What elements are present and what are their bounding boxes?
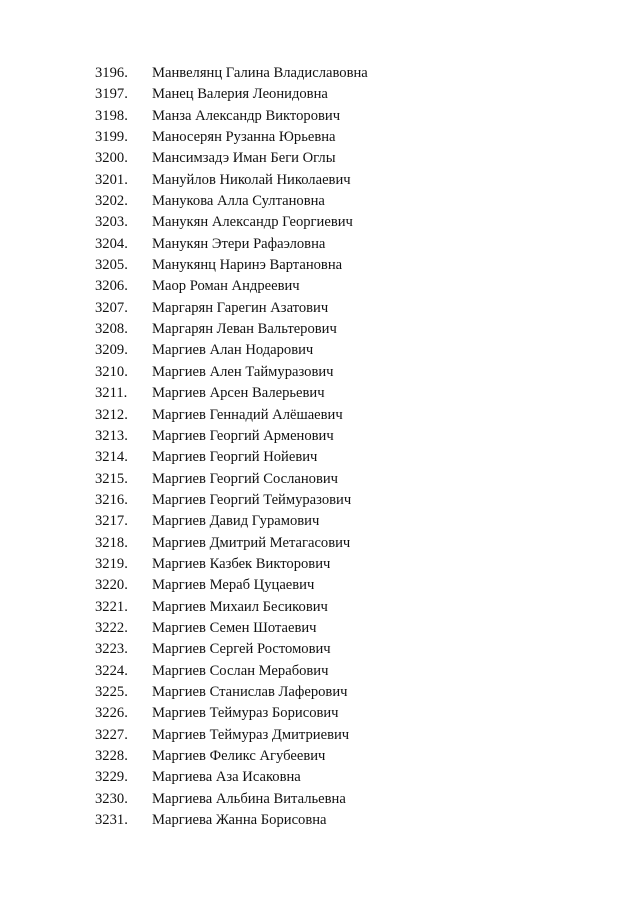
list-item <box>0 255 640 276</box>
entry-number: 3202. <box>95 193 128 210</box>
entry-number: 3230. <box>95 790 128 807</box>
entry-number: 3231. <box>95 812 128 829</box>
entry-number: 3214. <box>95 449 128 466</box>
entry-name: Манукян Александр Георгиевич <box>152 214 353 231</box>
list-item <box>0 383 640 404</box>
list-item <box>0 703 640 724</box>
entry-number: 3206. <box>95 278 128 295</box>
entry-number: 3227. <box>95 726 128 743</box>
entry-number: 3198. <box>95 107 128 124</box>
list-item <box>0 170 640 191</box>
list-item <box>0 725 640 746</box>
list-item <box>0 298 640 319</box>
list-item <box>0 234 640 255</box>
entry-number: 3223. <box>95 641 128 658</box>
entry-name: Маргиев Феликс Агубеевич <box>152 748 326 764</box>
entry-number: 3229. <box>95 769 128 786</box>
entry-name: Мансимзадэ Иман Беги Оглы <box>152 150 336 167</box>
entry-number: 3199. <box>95 129 128 146</box>
list-item <box>0 575 640 596</box>
entry-number: 3212. <box>95 406 128 423</box>
entry-name: Маргиева Жанна Борисовна <box>152 812 327 829</box>
list-item <box>0 319 640 340</box>
list-item <box>0 469 640 490</box>
list-item <box>0 84 640 105</box>
list-item <box>0 127 640 148</box>
entry-name: Маргиев Михаил Бесикович <box>152 598 328 615</box>
entry-number: 3215. <box>95 470 128 487</box>
entry-name: Маргиев Ален Таймуразович <box>152 363 334 380</box>
entry-name: Маргиев Мераб Цуцаевич <box>152 577 315 594</box>
list-item <box>0 426 640 447</box>
list-item <box>0 618 640 639</box>
entry-name: Маргиев Георгий Арменович <box>152 427 334 444</box>
list-item <box>0 63 640 84</box>
list-item <box>0 789 640 810</box>
list-item <box>0 106 640 127</box>
entry-number: 3216. <box>95 491 128 508</box>
entry-name: Маргарян Леван Вальтерович <box>152 321 337 338</box>
entry-number: 3209. <box>95 342 128 359</box>
list-item <box>0 362 640 383</box>
list-item <box>0 639 640 660</box>
list-item <box>0 447 640 468</box>
entry-number: 3225. <box>95 683 128 700</box>
entry-name: Маргиев Георгий Нойевич <box>152 449 318 466</box>
list-item <box>0 191 640 212</box>
entry-name: Манза Александр Викторович <box>152 107 341 124</box>
entry-number: 3204. <box>95 235 128 252</box>
entry-name: Маргиев Сослан Мерабович <box>152 662 329 679</box>
list-item <box>0 810 640 831</box>
entry-name: Манвелянц Галина Владиславовна <box>152 65 368 81</box>
list-item <box>0 340 640 361</box>
entry-number: 3226. <box>95 705 128 722</box>
list-item <box>0 511 640 532</box>
entry-name: Маргиев Казбек Викторович <box>152 555 331 572</box>
entry-name: Манукова Алла Султановна <box>152 193 325 210</box>
list-item <box>0 490 640 511</box>
list-item <box>0 276 640 297</box>
entry-number: 3197. <box>95 86 128 103</box>
entry-name: Маргиев Давид Гурамович <box>152 513 320 530</box>
entry-name: Маргиев Георгий Теймуразович <box>152 491 352 508</box>
entry-number: 3218. <box>95 534 128 551</box>
entry-number: 3221. <box>95 598 128 615</box>
entry-number: 3211. <box>95 385 128 402</box>
list-item <box>0 148 640 169</box>
entry-name: Маргиева Альбина Витальевна <box>152 790 346 807</box>
entry-number: 3219. <box>95 555 128 572</box>
entry-number: 3203. <box>95 214 128 231</box>
entry-name: Маргиев Геннадий Алёшаевич <box>152 406 343 423</box>
entry-name: Маргиев Георгий Сосланович <box>152 470 338 487</box>
list-item <box>0 682 640 703</box>
entry-name: Маргиев Алан Нодарович <box>152 342 314 359</box>
list-item <box>0 597 640 618</box>
entry-number: 3205. <box>95 257 128 274</box>
list-item <box>0 533 640 554</box>
entry-name: Манец Валерия Леонидовна <box>152 86 328 103</box>
name-list <box>0 63 640 831</box>
entry-name: Манукянц Наринэ Вартановна <box>152 257 343 274</box>
list-item <box>0 554 640 575</box>
entry-number: 3200. <box>95 150 128 167</box>
entry-number: 3196. <box>95 65 128 81</box>
entry-name: Маор Роман Андреевич <box>152 278 300 295</box>
entry-number: 3207. <box>95 299 128 316</box>
entry-number: 3213. <box>95 427 128 444</box>
entry-name: Маргиев Станислав Лаферович <box>152 683 348 700</box>
entry-number: 3210. <box>95 363 128 380</box>
entry-name: Маргиев Дмитрий Метагасович <box>152 534 351 551</box>
entry-number: 3228. <box>95 748 128 764</box>
entry-name: Маносерян Рузанна Юрьевна <box>152 129 336 146</box>
entry-name: Маргиев Арсен Валерьевич <box>152 385 325 402</box>
entry-name: Манукян Этери Рафаэловна <box>152 235 326 252</box>
list-item <box>0 746 640 767</box>
entry-name: Маргиев Семен Шотаевич <box>152 619 317 636</box>
list-item <box>0 405 640 426</box>
list-item <box>0 212 640 233</box>
entry-number: 3217. <box>95 513 128 530</box>
entry-number: 3208. <box>95 321 128 338</box>
entry-number: 3222. <box>95 619 128 636</box>
entry-name: Маргиев Сергей Ростомович <box>152 641 331 658</box>
entry-name: Маргарян Гарегин Азатович <box>152 299 329 316</box>
entry-number: 3201. <box>95 171 128 188</box>
list-item <box>0 661 640 682</box>
entry-name: Маргиев Теймураз Дмитриевич <box>152 726 350 743</box>
entry-name: Маргиев Теймураз Борисович <box>152 705 339 722</box>
list-item <box>0 767 640 788</box>
entry-name: Мануйлов Николай Николаевич <box>152 171 351 188</box>
entry-name: Маргиева Аза Исаковна <box>152 769 301 786</box>
entry-number: 3220. <box>95 577 128 594</box>
entry-number: 3224. <box>95 662 128 679</box>
